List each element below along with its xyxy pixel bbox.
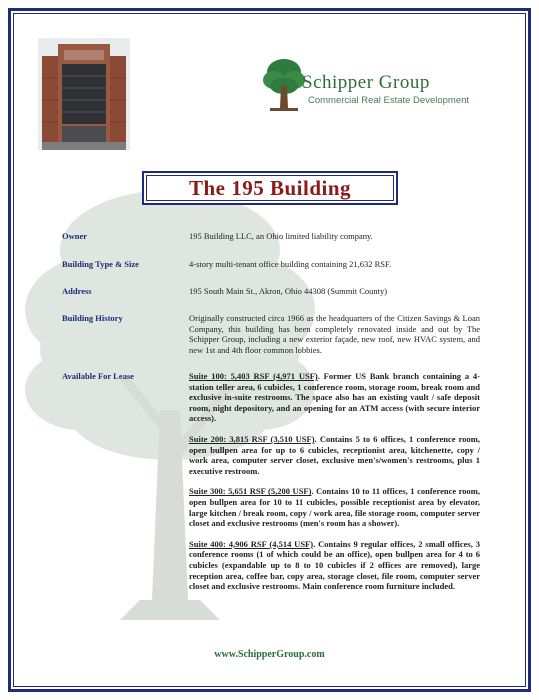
title-frame-inner [146, 175, 394, 201]
detail-value: Originally constructed circa 1966 as the headquarters of the Citizen Savings & Loan Company, this building has been completely renovated inside and out by The Schipper Group, including a new exterior façade, new roof, new HVAC system, and new 1st and 4th floor common lobbies. [189, 313, 480, 355]
detail-label: Owner [62, 231, 88, 241]
website-link[interactable]: www.SchipperGroup.com [214, 649, 325, 660]
suite-description: . Contains 10 to 11 offices, 1 conference room, open bullpen area for 10 to 11 cubicles, possible receptionist area by elevator, large kitchen / break room, copy / work area, file storage room, computer server closet and exclusive restrooms (men's room has a shower). [189, 486, 480, 529]
suite-list [189, 371, 480, 602]
detail-value: 195 South Main St., Akron, Ohio 44308 (Summit County) [189, 286, 388, 296]
suite-100 [189, 371, 480, 424]
suite-description: . Contains 5 to 6 offices, 1 conference room, open bullpen area for up to 6 cubicles, receptionist area, kitchenette, copy / work area, computer server closet, exclusive men's/women's restrooms, plus 1 executive restroom. [189, 433, 480, 476]
tree-logo-icon [262, 56, 306, 118]
suite-200 [189, 434, 480, 476]
suite-heading: Suite 400: 4,906 RSF (4,514 USF) [189, 538, 314, 549]
detail-label: Building Type & Size [62, 259, 139, 269]
building-photo [38, 38, 130, 150]
suite-heading: Suite 300: 5,651 RSF (5,200 USF) [189, 486, 312, 497]
detail-value: 4-story multi-tenant office building containing 21,632 RSF. [189, 259, 392, 269]
suite-description: . Former US Bank branch containing a 4-station teller area, 6 cubicles, 1 conference room, storage room, break room and exclusive in-suite restrooms. The space also has an existing vault / safe deposit room, night depository, and an opening for an ATM access (with secure interior access). [189, 371, 481, 424]
logo-tagline: Commercial Real Estate Development [308, 95, 470, 106]
suite-heading: Suite 100: 5,403 RSF (4,971 USF) [189, 371, 318, 381]
page-title: The 195 Building [188, 175, 352, 200]
suite-description: . Contains 9 regular offices, 2 small offices, 3 conference rooms (1 of which could be an office), open bullpen area for 4 to 6 cubicles (expandable up to 8 to 10 cubicles if 2 offices are removed), large reception area, coffee bar, copy area, storage closet, file room, computer server closet and exclusive restrooms. Main conference room furniture included. [189, 538, 480, 592]
suite-300 [189, 486, 480, 528]
suite-400 [189, 539, 480, 592]
logo-name: Schipper Group [302, 72, 430, 93]
suite-heading: Suite 200: 3,815 RSF (3,510 USF) [189, 433, 315, 444]
title-frame [142, 171, 398, 205]
schipper-group-logo [262, 56, 492, 118]
detail-value: 195 Building LLC, an Ohio limited liability company. [189, 231, 373, 241]
detail-label: Building History [62, 313, 123, 323]
detail-label: Address [62, 286, 92, 296]
lease-label: Available For Lease [62, 371, 134, 381]
